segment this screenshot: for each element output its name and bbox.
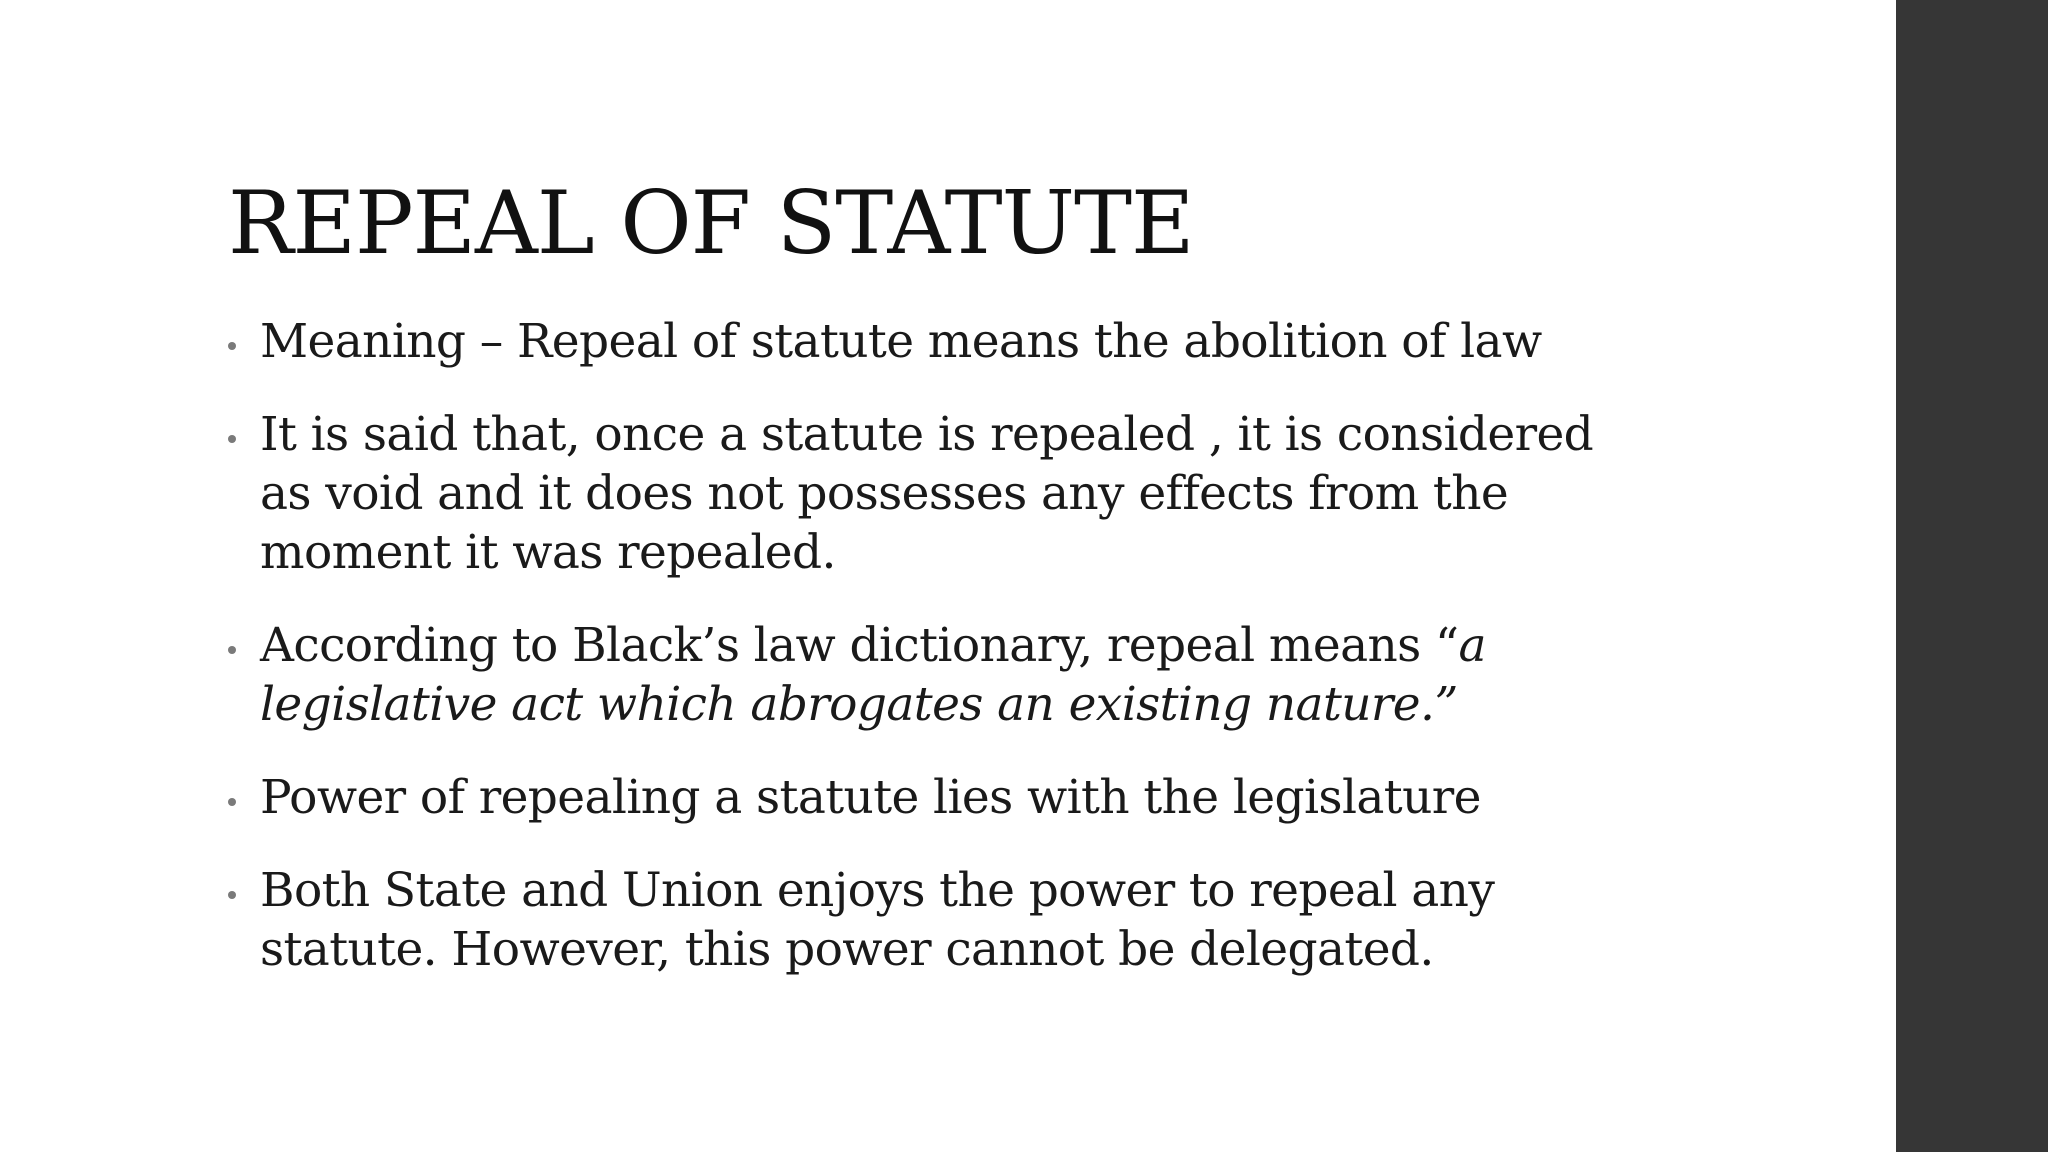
side-bar: [1896, 0, 2048, 1152]
bullet-text: Power of repealing a statute lies with the legislature: [260, 770, 1481, 825]
bullet-item: [224, 312, 1644, 371]
bullet-text: It is said that, once a statute is repealed , it is considered as void and it does not possesses any effects from the moment it was repealed.: [260, 407, 1594, 580]
bullet-list: [224, 312, 1644, 1013]
bullet-item: [224, 768, 1644, 827]
bullet-quote: a legislative act which abrogates an existing nature.: [260, 618, 1486, 732]
bullet-text: According to Black’s law dictionary, repeal means “: [260, 618, 1459, 673]
bullet-text: Meaning – Repeal of statute means the abolition of law: [260, 314, 1542, 369]
slide-title: REPEAL OF STATUTE: [228, 172, 1194, 274]
bullet-text: Both State and Union enjoys the power to repeal any statute. However, this power cannot be delegated.: [260, 863, 1495, 977]
bullet-item: [224, 861, 1644, 979]
bullet-item: [224, 616, 1644, 734]
bullet-quote-close: ”: [1434, 677, 1458, 732]
bullet-item: [224, 405, 1644, 582]
